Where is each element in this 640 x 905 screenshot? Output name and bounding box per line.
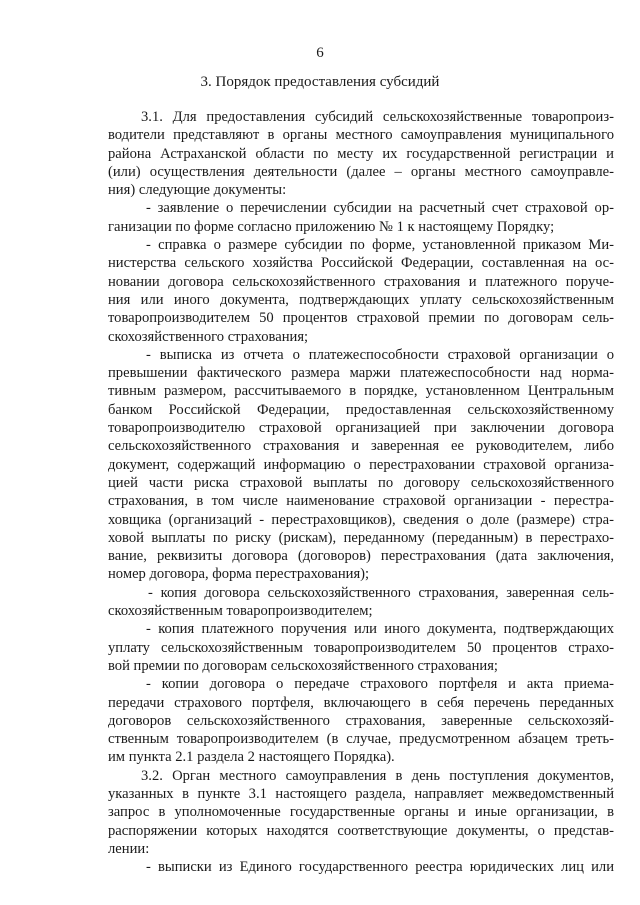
text-line: товаропроизводителю страховой организацией при заключении договора — [108, 420, 614, 437]
text-line: - выписки из Единого государственного реестра юридических лиц или — [146, 859, 614, 876]
text-line: скохозяйственного страхования; — [108, 328, 309, 345]
page-number: 6 — [316, 45, 324, 61]
text-line: вание, реквизиты договора (договоров) перестрахования (дата заключения, — [108, 548, 614, 565]
text-line: вой премии по договорам сельскохозяйственного страхования; — [108, 657, 498, 674]
text-line: указанных в пункте 3.1 настоящего раздела, направляет межведомственный — [108, 785, 614, 802]
text-line: документ, содержащий информацию о перестраховании страховой организа- — [108, 456, 614, 473]
text-line: распоряжении которых находятся соответствующие документы, о представ- — [108, 822, 614, 839]
text-line: уплату сельскохозяйственным товаропроизводителем 50 процентов страхо- — [108, 639, 614, 656]
text-line: района Астраханской области по месту их государственной регистрации и — [108, 145, 614, 162]
text-line: ственным товаропроизводителем (в случае, предусмотренном абзацем треть- — [108, 731, 614, 748]
text-line: лении: — [108, 840, 150, 857]
text-line: скохозяйственным товаропроизводителем; — [108, 603, 373, 620]
text-line: превышении фактического размера маржи платежеспособности над норма- — [108, 365, 614, 382]
text-line: страхования, в том числе наименование страховой организации - перестра- — [108, 493, 614, 510]
text-line: нистерства сельского хозяйства Российской Федерации, составленная на ос- — [108, 255, 614, 272]
text-line: банком Российской Федерации, предоставленная сельскохозяйственному — [108, 401, 614, 418]
text-line: ганизации по форме согласно приложению № 1 к настоящему Порядку; — [108, 218, 555, 235]
text-line: передачи страхового портфеля, включающего в себя перечень переданных — [108, 694, 614, 711]
text-line: цией части риска страховой выплаты по договору сельскохозяйственного — [108, 474, 614, 491]
text-line: 3.1. Для предоставления субсидий сельскохозяйственные товаропроиз- — [141, 109, 614, 125]
text-line: новании договора сельскохозяйственного страхования и платежного поруче- — [108, 273, 614, 290]
text-line: - выписка из отчета о платежеспособности страховой организации о — [146, 346, 614, 363]
text-line: - справка о размере субсидии по форме, установленной приказом Ми- — [146, 237, 614, 254]
text-line: - копия платежного поручения или иного документа, подтверждающих — [146, 621, 614, 638]
text-line: ховой выплаты по риску (рискам), переданному (переданным) в перестрахо- — [108, 529, 614, 546]
text-line: ния или иного документа, подтверждающих уплату сельскохозяйственным — [108, 291, 614, 308]
text-line: - заявление о перечислении субсидии на расчетный счет страховой ор- — [146, 200, 614, 217]
text-line: (или) осуществления деятельности (далее – органы местного самоуправле- — [108, 163, 614, 180]
document-body — [108, 108, 614, 876]
text-line: 3.2. Орган местного самоуправления в день поступления документов, — [141, 767, 614, 784]
text-line: товаропроизводителем 50 процентов страховой премии по договорам сель- — [108, 310, 614, 327]
text-line: тивным размером, рассчитываемого в порядке, установленном Центральным — [108, 383, 614, 400]
section-heading: 3. Порядок предоставления субсидий — [200, 74, 440, 90]
text-line: им пункта 2.1 раздела 2 настоящего Порядка). — [108, 749, 395, 766]
text-line: ния) следующие документы: — [108, 182, 287, 199]
text-line: - копия договора сельскохозяйственного страхования, заверенная сель- — [148, 584, 614, 601]
text-line: водители представляют в органы местного самоуправления муниципального — [108, 127, 614, 144]
text-line: запрос в уполномоченные государственные органы и иные организации, в — [108, 804, 614, 821]
text-line: ховщика (организаций - перестраховщиков), сведения о доле (размере) стра- — [108, 511, 614, 528]
text-line: - копии договора о передаче страхового портфеля и акта приема- — [146, 676, 614, 693]
text-line: номер договора, форма перестрахования); — [108, 566, 370, 583]
text-line: договоров сельскохозяйственного страхования, заверенные сельскохозяй- — [108, 712, 614, 729]
text-line: сельскохозяйственного страхования и заверенная ее руководителем, либо — [108, 438, 614, 455]
